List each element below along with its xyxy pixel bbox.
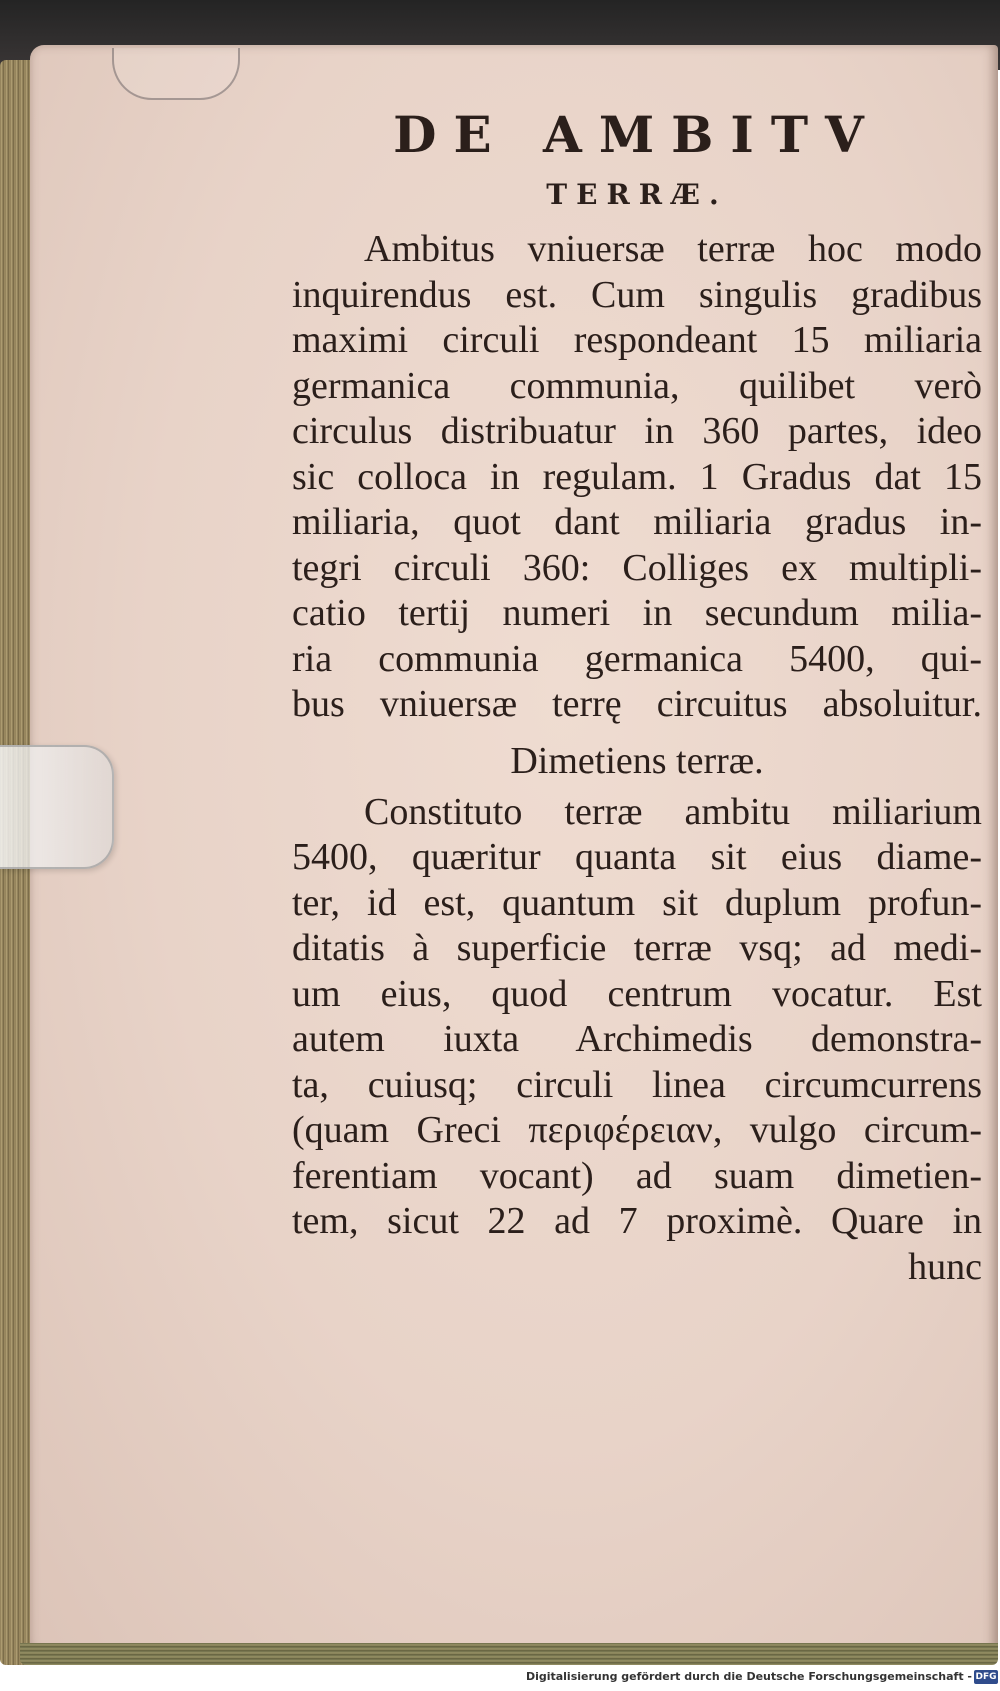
catchword: hunc bbox=[908, 1245, 982, 1288]
text-line: ter, id est, quantum sit duplum profun- bbox=[292, 881, 982, 924]
page-heading: DE AMBITV bbox=[393, 105, 881, 164]
text-line: Ambitus vniuersæ terræ hoc modo bbox=[364, 228, 982, 270]
text-line: catio tertij numeri in secundum milia- bbox=[292, 592, 982, 634]
page-subheading: TERRÆ. bbox=[546, 178, 728, 211]
text-line: ria communia germanica 5400, qui- bbox=[292, 637, 982, 680]
text-line: tegri circuli 360: Colliges ex multipli- bbox=[292, 546, 982, 589]
text-line: (quam Greci περιφέρειαν, vulgo circum- bbox=[292, 1109, 982, 1151]
paragraph-dimetiens bbox=[292, 790, 982, 1291]
text-line: 5400, quæritur quanta sit eius diame- bbox=[292, 836, 982, 878]
digitization-footer bbox=[0, 1666, 1000, 1691]
text-line: maximi circuli respondeant 15 miliaria bbox=[292, 319, 982, 361]
text-line: circulus distribuatur in 360 partes, ideo bbox=[292, 410, 982, 452]
paragraph-ambitus bbox=[292, 227, 982, 728]
book-bottom-edge bbox=[20, 1643, 998, 1665]
dfg-logo-icon: DFG bbox=[975, 1672, 997, 1682]
page-tab bbox=[112, 48, 240, 100]
text-line: sic colloca in regulam. 1 Gradus dat 15 bbox=[292, 455, 982, 498]
text-line: autem iuxta Archimedis demonstra- bbox=[292, 1018, 982, 1060]
text-line: bus vniuersæ terrę circuitus absoluitur. bbox=[292, 683, 982, 725]
text-line: miliaria, quot dant miliaria gradus in- bbox=[292, 501, 982, 543]
text-line: germanica communia, quilibet verò bbox=[292, 364, 982, 407]
text-line: tem, sicut 22 ad 7 proximè. Quare in bbox=[292, 1200, 982, 1242]
page-text bbox=[292, 95, 982, 1290]
section-title: Dimetiens terræ. bbox=[510, 739, 764, 782]
text-line: ta, cuiusq; circuli linea circumcurrens bbox=[292, 1063, 982, 1106]
page-clip bbox=[0, 745, 114, 869]
text-line: Constituto terræ ambitu miliarium bbox=[364, 790, 982, 833]
text-line: ferentiam vocant) ad suam dimetien- bbox=[292, 1154, 982, 1197]
text-line: ditatis à superficie terræ vsq; ad medi- bbox=[292, 927, 982, 969]
funding-credit: Digitalisierung gefördert durch die Deutsche Forschungsgemeinschaft - bbox=[525, 1670, 972, 1683]
text-line: inquirendus est. Cum singulis gradibus bbox=[292, 273, 982, 316]
text-line: um eius, quod centrum vocatur. Est bbox=[292, 972, 982, 1015]
